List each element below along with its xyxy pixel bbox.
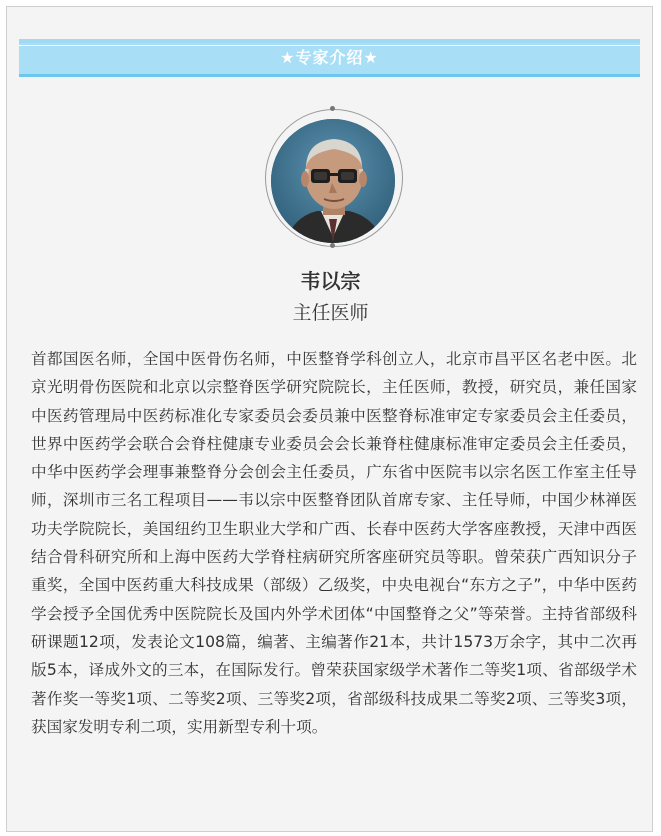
expert-title: 主任医师: [292, 302, 369, 324]
expert-portrait: [271, 119, 395, 243]
expert-card: [6, 6, 653, 832]
expert-name: 韦以宗: [300, 269, 361, 293]
section-title: ★专家介绍★: [280, 48, 379, 67]
ring-dot-top: [330, 106, 335, 111]
section-title-bar: [19, 39, 640, 77]
ring-dot-bottom: [330, 243, 335, 248]
portrait-image: [271, 119, 395, 243]
expert-bio: 首都国医名师，全国中医骨伤名师，中医整脊学科创立人，北京市昌平区名老中医。北京光明骨伤医院和北京以宗整脊医学研究院院长，主任医师，教授，研究员，兼任国家中医药管理局中医药标准化专家委员会委员兼中医整脊标准审定专家委员会主任委员，世界中医药学会联合会脊柱健康专业委员会会长兼脊柱健康标准审定委员会主任委员，中华中医药学会理事兼整脊分会创会主任委员，广东省中医院韦以宗名医工作室主任导师，深圳市三名工程项目——韦以宗中医整脊团队首席专家、主任导师，中国少林禅医功夫学院院长，美国纽约卫生职业大学和广西、长春中医药大学客座教授，天津中西医结合骨科研究所和上海中医药大学脊柱病研究所客座研究员等职。曾荣获广西知识分子重奖，全国中医药重大科技成果（部级）乙级奖，中央电视台“东方之子”，中华中医药学会授予全国优秀中医院院长及国内外学术团体“中国整脊之父”等荣誉。主持省部级科研课题12项，发表论文108篇，编著、主编著作21本，共计1573万余字，其中二次再版5本，译成外文的三本，在国际发行。曾荣获国家级学术著作二等奖1项、省部级学术著作奖一等奖1项、二等奖2项、三等奖2项，省部级科技成果二等奖2项、三等奖3项，获国家发明专利二项，实用新型专利十项。: [31, 350, 637, 736]
